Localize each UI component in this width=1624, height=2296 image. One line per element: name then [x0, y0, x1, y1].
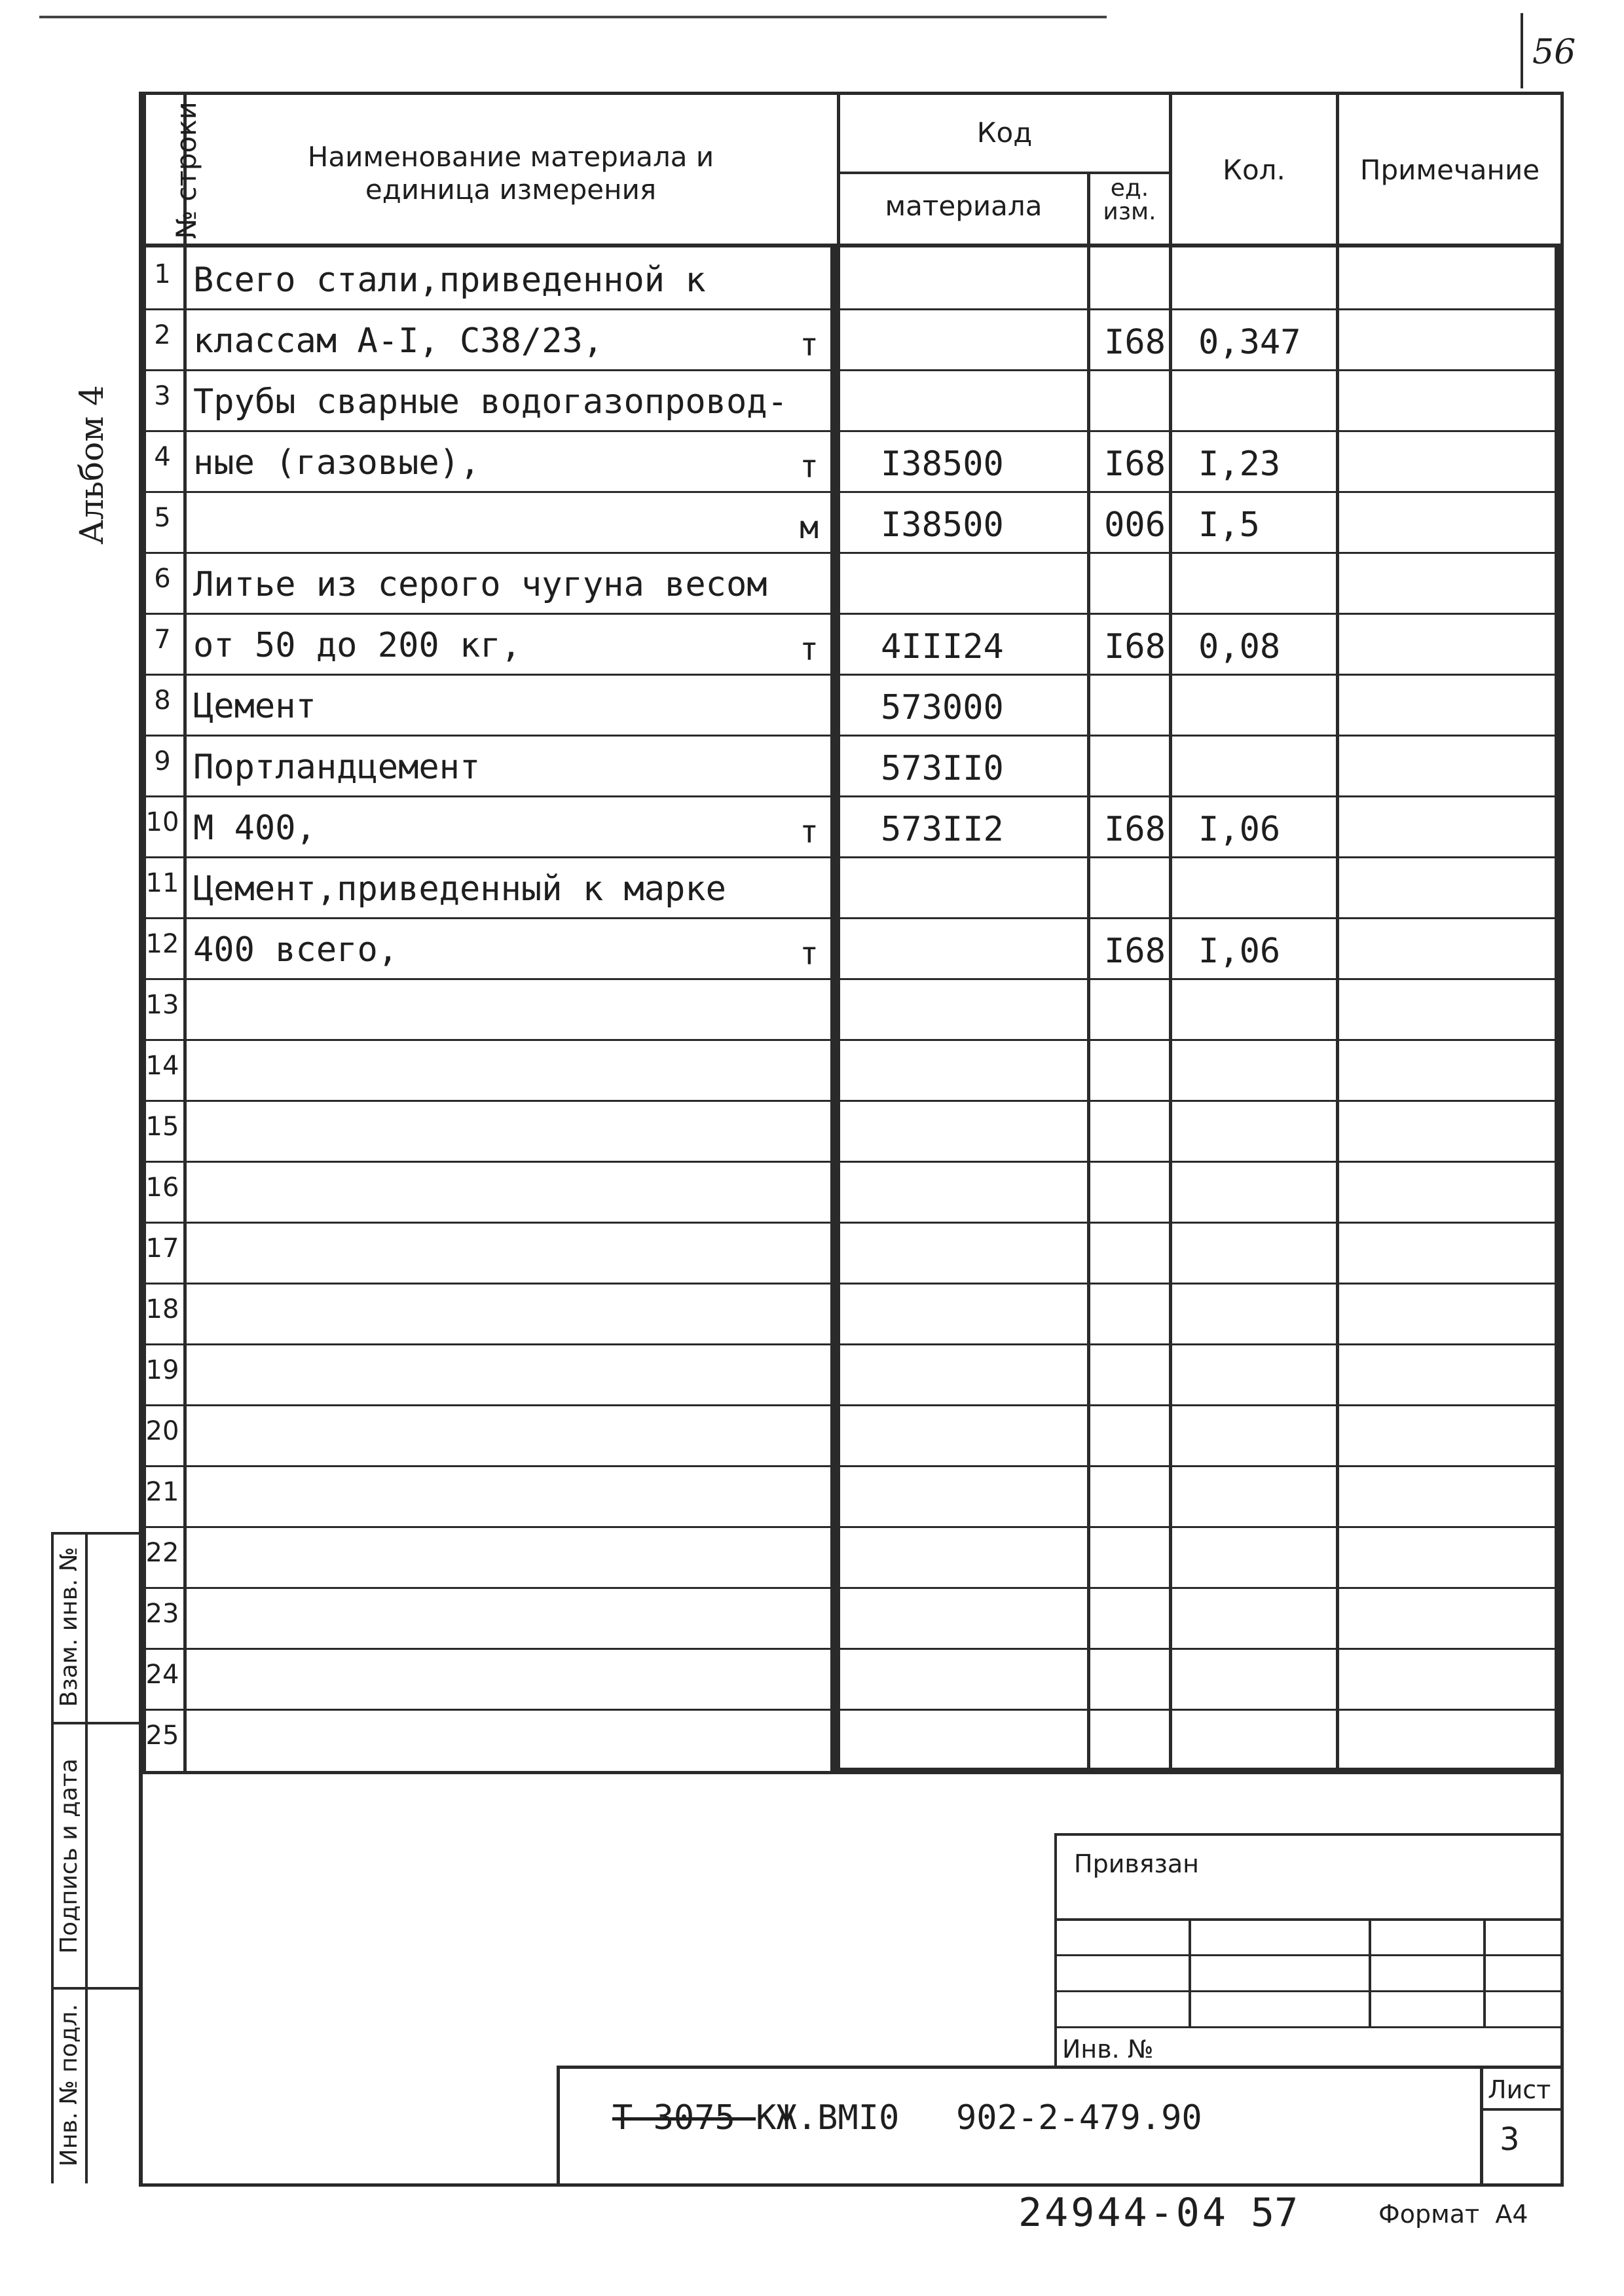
note-header: Примечание: [1359, 154, 1540, 186]
unit-of-measure: т: [800, 814, 819, 850]
row-divider: [143, 613, 1564, 615]
material-code: 4III24: [881, 627, 1004, 666]
quantity: I,5: [1198, 505, 1260, 545]
material-code: 573II2: [881, 810, 1004, 849]
row-divider: [143, 917, 1564, 919]
unit-code: I68: [1104, 627, 1166, 666]
row-number: 19: [145, 1355, 179, 1385]
row-number: 5: [154, 503, 171, 533]
row-divider: [143, 1709, 1564, 1711]
material-code: I38500: [881, 505, 1004, 545]
material-name: ные (газовые),: [193, 443, 481, 483]
quantity-header: Кол.: [1223, 154, 1285, 186]
material-name: Всего стали,приведенной к: [193, 261, 706, 300]
quantity: I,06: [1198, 932, 1281, 971]
unit-code: I68: [1104, 445, 1166, 484]
quantity: I,06: [1198, 810, 1281, 849]
row-divider: [143, 552, 1564, 554]
inventory-number-label: Инв. №: [1062, 2035, 1154, 2064]
row-number: 3: [154, 381, 171, 411]
material-name: Портландцемент: [193, 748, 481, 787]
row-divider: [143, 1404, 1564, 1406]
row-divider: [143, 978, 1564, 980]
row-divider: [143, 1648, 1564, 1650]
row-divider: [143, 1526, 1564, 1528]
row-divider: [143, 1039, 1564, 1041]
row-number: 22: [145, 1538, 179, 1568]
row-divider: [143, 1100, 1564, 1102]
replacement-inv-label: Взам. инв. №: [55, 1546, 83, 1707]
unit-of-measure: т: [800, 631, 819, 668]
row-number: 21: [145, 1477, 179, 1507]
row-number: 18: [145, 1294, 179, 1324]
row-divider: [143, 491, 1564, 493]
row-number: 14: [145, 1051, 179, 1081]
material-name: Цемент: [193, 687, 316, 726]
code-header: Код: [976, 117, 1033, 149]
sheet-label: Лист: [1488, 2075, 1551, 2104]
signature-date-label: Подпись и дата: [55, 1758, 83, 1954]
document-designation: [612, 2098, 899, 2138]
row-number: 4: [154, 442, 171, 472]
row-divider: [143, 369, 1564, 371]
material-code-header: материала: [885, 190, 1043, 222]
quantity: 0,347: [1198, 323, 1301, 362]
row-number: 20: [145, 1416, 179, 1446]
row-number: 8: [154, 685, 171, 716]
linked-to-label: Привязан: [1074, 1850, 1199, 1878]
material-name: Литье из серого чугуна весом: [193, 565, 767, 604]
row-divider: [143, 1283, 1564, 1285]
row-number: 24: [145, 1660, 179, 1690]
row-divider: [143, 430, 1564, 432]
doc-code: КЖ.ВМI0: [756, 2098, 900, 2138]
row-number: 15: [145, 1112, 179, 1142]
row-number: 9: [154, 746, 171, 776]
unit-code: 006: [1104, 505, 1166, 545]
material-code: 573II0: [881, 749, 1004, 788]
archive-number-2: 57: [1251, 2190, 1299, 2236]
album-label: Альбом 4: [73, 385, 111, 545]
project-number: 902-2-479.90: [956, 2098, 1202, 2138]
material-name-header: Наименование материала и единица измерения: [307, 141, 714, 206]
row-number: 11: [145, 868, 179, 898]
row-number-header: № строки: [170, 101, 202, 239]
row-divider: [143, 735, 1564, 737]
material-code: I38500: [881, 445, 1004, 484]
row-number: 10: [145, 807, 179, 837]
unit-of-measure: т: [800, 327, 819, 363]
material-name: от 50 до 200 кг,: [193, 626, 521, 665]
material-code: 573000: [881, 688, 1004, 727]
row-divider: [143, 308, 1564, 310]
row-number: 17: [145, 1233, 179, 1264]
struck-old-code: Т 3075: [612, 2098, 756, 2138]
unit-code-header: ед. изм.: [1103, 175, 1156, 225]
row-number: 13: [145, 990, 179, 1020]
row-number: 25: [145, 1721, 179, 1751]
material-name: 400 всего,: [193, 930, 399, 970]
material-name: классам А-I, С38/23,: [193, 321, 604, 361]
material-name: М 400,: [193, 809, 316, 848]
original-inv-label: Инв. № подл.: [55, 2003, 83, 2167]
archive-number: 24944-04: [1018, 2190, 1228, 2236]
material-name: Цемент,приведенный к марке: [193, 869, 726, 909]
unit-of-measure: м: [800, 509, 819, 546]
page-number: 56: [1532, 33, 1576, 72]
sheet-number: 3: [1500, 2121, 1520, 2158]
unit-code: I68: [1104, 810, 1166, 849]
unit-code: I68: [1104, 323, 1166, 362]
unit-of-measure: т: [800, 448, 819, 485]
unit-code: I68: [1104, 932, 1166, 971]
row-divider: [143, 674, 1564, 676]
row-divider: [143, 1343, 1564, 1345]
row-divider: [143, 1222, 1564, 1224]
row-number: 7: [154, 625, 171, 655]
row-number: 16: [145, 1173, 179, 1203]
material-name: Трубы сварные водогазопровод-: [193, 382, 788, 422]
unit-of-measure: т: [800, 936, 819, 972]
quantity: I,23: [1198, 445, 1281, 484]
quantity: 0,08: [1198, 627, 1281, 666]
row-number: 23: [145, 1599, 179, 1629]
row-divider: [143, 856, 1564, 858]
row-divider: [143, 1161, 1564, 1163]
paper-format: Формат А4: [1378, 2200, 1528, 2229]
row-number: 2: [154, 320, 171, 350]
row-divider: [143, 1587, 1564, 1589]
row-number: 1: [154, 259, 171, 289]
row-number: 12: [145, 929, 179, 959]
row-divider: [143, 795, 1564, 797]
row-divider: [143, 1465, 1564, 1467]
row-number: 6: [154, 564, 171, 594]
